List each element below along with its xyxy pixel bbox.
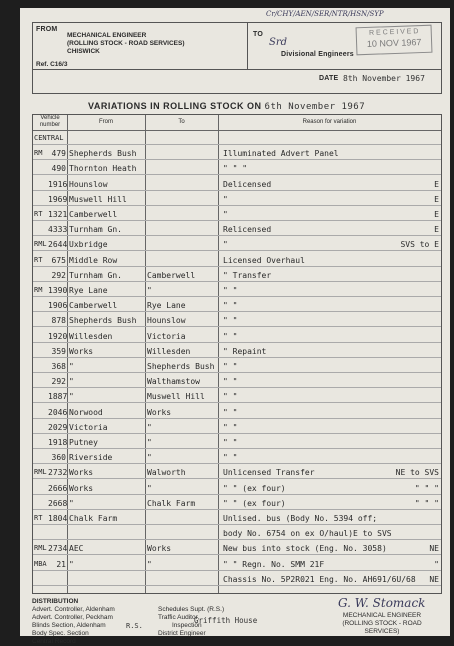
cell-reason: body No. 6754 on ex O/haul)E to SVS xyxy=(223,529,392,539)
cell-section: CENTRAL xyxy=(34,134,64,142)
ref-label: Ref. C16/3 xyxy=(36,61,68,68)
table-row xyxy=(33,223,441,236)
date-label: DATE xyxy=(319,75,339,82)
cell-reason: Delicensed xyxy=(223,179,272,189)
table-row xyxy=(33,375,441,388)
cell-from: Victoria xyxy=(69,422,108,432)
cell-pre: RM xyxy=(34,149,43,158)
to-label: TO xyxy=(253,31,263,38)
cell-num: 1918 xyxy=(48,438,68,447)
cell-from: Camberwell xyxy=(69,210,118,219)
cell-num: 4333 xyxy=(48,225,68,235)
document-title: VARIATIONS IN ROLLING STOCK ON 6th November 1967 xyxy=(88,101,366,112)
title-date: 6th November 1967 xyxy=(264,102,366,112)
cell-num: 368 xyxy=(51,362,66,371)
cell-num: 2666 xyxy=(48,483,68,493)
distribution-list: Advert. Controller, Aldenham Advert. Controller, Peckham Blinds Section, Aldenham Body Spec. Section Central Record xyxy=(32,606,115,645)
cell-pre: RT xyxy=(34,255,43,264)
handwritten-distribution: Cr/CHY/AEN/SER/NTR/HSN/SYP xyxy=(266,10,384,18)
cell-reason: " " " xyxy=(223,164,248,174)
cell-from: Shepherds Bush xyxy=(69,316,137,326)
cell-num: 479 xyxy=(51,149,66,159)
table-row xyxy=(33,269,441,282)
cell-num: 1390 xyxy=(48,286,68,295)
cell-from: Rye Lane xyxy=(69,286,108,295)
cell-pre: RML xyxy=(34,468,47,477)
table-row xyxy=(33,558,441,571)
variations-table xyxy=(32,114,442,594)
cell-reason: " " xyxy=(223,301,238,311)
handwritten-initials: Srd xyxy=(269,37,288,48)
cell-from: Camberwell xyxy=(69,301,118,311)
cell-to: Camberwell xyxy=(147,270,196,280)
cell-to: " xyxy=(147,483,152,493)
cell-reason: Relicensed xyxy=(223,225,272,235)
cell-reason: " Transfer xyxy=(223,270,272,280)
cell-reason: " " xyxy=(223,286,238,295)
cell-to: " xyxy=(147,559,152,569)
cell-to: " xyxy=(147,438,152,447)
cell-num: 2029 xyxy=(48,422,68,432)
cell-reason: " " xyxy=(223,316,238,326)
date-value: 8th November 1967 xyxy=(343,74,425,83)
table-row xyxy=(33,330,441,343)
cell-to: Walworth xyxy=(147,468,186,478)
distribution-list-mid: Schedules Supt. (R.S.) Traffic Auditor, Inspection District Engineer xyxy=(158,606,225,637)
table-row xyxy=(33,436,441,449)
cell-to: Willesden xyxy=(147,346,191,356)
received-stamp: R E C E I V E D 10 NOV 1967 xyxy=(356,25,433,56)
table-row xyxy=(33,527,441,540)
cell-from: Hounslow xyxy=(69,179,108,189)
table-row xyxy=(33,360,441,373)
cell-reason: Chassis No. 5P2R021 Eng. No. AH691/6U/68 xyxy=(223,574,416,584)
cell-right: NE xyxy=(429,574,439,584)
cell-num: 1804 xyxy=(48,514,68,523)
cell-from: Riverside xyxy=(69,453,113,463)
table-row xyxy=(33,512,441,525)
cell-right: SVS to E xyxy=(400,240,439,250)
cell-from: Thornton Heath xyxy=(69,164,137,174)
distribution-label: DISTRIBUTION xyxy=(32,598,79,605)
cell-to: Victoria xyxy=(147,331,186,341)
cell-right: E xyxy=(434,210,439,219)
cell-num: 1916 xyxy=(48,179,68,189)
cell-from: " xyxy=(69,362,74,371)
to-value: Divisional Engineers xyxy=(281,51,354,58)
cell-reason: " " xyxy=(223,453,238,463)
cell-num: 878 xyxy=(51,316,66,326)
cell-from: " xyxy=(69,498,74,508)
cell-from: Works xyxy=(69,346,94,356)
cell-to: " xyxy=(147,286,152,295)
table-row xyxy=(33,482,441,495)
cell-from: Turnham Gn. xyxy=(69,270,122,280)
table-row xyxy=(33,132,441,145)
cell-num: 292 xyxy=(51,270,66,280)
cell-num: 1887 xyxy=(48,392,68,402)
cell-pre: RM xyxy=(34,286,43,294)
col-to: To xyxy=(178,119,185,125)
cell-from: Shepherds Bush xyxy=(69,149,137,159)
table-row xyxy=(33,497,441,510)
cell-reason: " xyxy=(223,210,228,219)
table-row xyxy=(33,193,441,206)
cell-reason: " " (ex four) xyxy=(223,498,286,508)
cell-num: 1321 xyxy=(48,210,68,219)
cell-num: 2734 xyxy=(48,544,68,554)
footer xyxy=(32,596,452,645)
cell-from: Works xyxy=(69,468,94,478)
cell-reason: " " xyxy=(223,392,238,402)
cell-num: 2668 xyxy=(48,498,68,508)
table-row xyxy=(33,451,441,464)
cell-from: " xyxy=(69,377,74,387)
table-row xyxy=(33,406,441,419)
cell-num: 1906 xyxy=(48,301,68,311)
cell-right: E xyxy=(434,194,439,204)
cell-to: " xyxy=(147,453,152,463)
cell-num: 2046 xyxy=(48,407,68,417)
cell-pre: RT xyxy=(34,514,43,522)
cell-num: 2732 xyxy=(48,468,68,478)
cell-right: " xyxy=(434,559,439,569)
cell-right: E xyxy=(434,225,439,235)
cell-reason: " " xyxy=(223,438,238,447)
cell-reason: " " xyxy=(223,362,238,371)
cell-right: " " " xyxy=(414,498,439,508)
cell-num: 359 xyxy=(51,346,66,356)
cell-from: Muswell Hill xyxy=(69,194,127,204)
table-row xyxy=(33,345,441,358)
cell-to: Rye Lane xyxy=(147,301,186,311)
table-row xyxy=(33,208,441,221)
cell-num: 2644 xyxy=(48,240,68,250)
col-from: From xyxy=(99,119,113,125)
cell-num: 360 xyxy=(51,453,66,463)
cell-from: Middle Row xyxy=(69,255,118,265)
cell-right: NE xyxy=(429,544,439,554)
cell-reason: " xyxy=(223,194,228,204)
cell-num: 490 xyxy=(51,164,66,174)
cell-reason: Licensed Overhaul xyxy=(223,255,305,265)
table-row xyxy=(33,162,441,175)
cell-num: 1969 xyxy=(48,194,68,204)
cell-right: NE to SVS xyxy=(395,468,439,478)
griffith-house: Griffith House xyxy=(194,616,258,625)
cell-from: Chalk Farm xyxy=(69,514,118,523)
cell-reason: " " xyxy=(223,377,238,387)
cell-from: Uxbridge xyxy=(69,240,108,250)
from-label: FROM xyxy=(36,26,58,33)
cell-to: Muswell Hill xyxy=(147,392,205,402)
table-row xyxy=(33,254,441,267)
table-row xyxy=(33,573,441,586)
cell-to: Works xyxy=(147,544,172,554)
signature: G. W. Stomack xyxy=(338,596,426,610)
cell-to: Chalk Farm xyxy=(147,498,196,508)
cell-to: Walthamstow xyxy=(147,377,200,387)
cell-pre: RT xyxy=(34,210,43,218)
table-row xyxy=(33,542,441,555)
cell-from: " xyxy=(69,392,74,402)
cell-reason: " xyxy=(223,240,228,250)
table-row xyxy=(33,299,441,312)
table-row xyxy=(33,421,441,434)
cell-to: Works xyxy=(147,407,172,417)
cell-pre: MBA xyxy=(34,559,47,568)
cell-from: Norwood xyxy=(69,407,103,417)
cell-reason: " " (ex four) xyxy=(223,483,286,493)
table-row xyxy=(33,147,441,160)
cell-reason: " " xyxy=(223,331,238,341)
cell-num: 1920 xyxy=(48,331,68,341)
cell-reason: Unlicensed Transfer xyxy=(223,468,315,478)
cell-reason: New bus into stock (Eng. No. 3058) xyxy=(223,544,387,554)
signatory-title: MECHANICAL ENGINEER (ROLLING STOCK - ROAD SERVICES) xyxy=(342,612,422,635)
cell-reason: " " xyxy=(223,422,238,432)
cell-reason: " " Regn. No. SMM 21F xyxy=(223,559,325,569)
cell-from: Willesden xyxy=(69,331,113,341)
rs-note: R.S. xyxy=(126,622,143,630)
from-block: MECHANICAL ENGINEER (ROLLING STOCK - ROAD SERVICES) CHISWICK xyxy=(67,32,185,55)
table-row xyxy=(33,314,441,327)
cell-reason: " Repaint xyxy=(223,346,267,356)
cell-to: Shepherds Bush xyxy=(147,362,215,371)
cell-reason: Illuminated Advert Panel xyxy=(223,149,339,159)
cell-num: 675 xyxy=(51,255,66,265)
cell-from: Turnham Gn. xyxy=(69,225,122,235)
table-row xyxy=(33,466,441,479)
cell-reason: " " xyxy=(223,407,238,417)
cell-right: " " " xyxy=(414,483,439,493)
cell-right: E xyxy=(434,179,439,189)
variations-document xyxy=(20,8,450,645)
table-row xyxy=(33,284,441,297)
cell-to: " xyxy=(147,422,152,432)
col-reason: Reason for variation xyxy=(302,119,357,125)
table-row xyxy=(33,178,441,191)
cell-from: Works xyxy=(69,483,94,493)
cell-to: Hounslow xyxy=(147,316,186,326)
cell-from: Putney xyxy=(69,438,98,447)
cell-num: 292 xyxy=(51,377,66,387)
cell-pre: RML xyxy=(34,240,47,249)
cell-reason: Unlised. bus (Body No. 5394 off; xyxy=(223,514,378,523)
cell-from: " xyxy=(69,559,74,569)
table-row xyxy=(33,390,441,403)
col-vehicle: Vehicle number xyxy=(39,115,61,128)
table-row xyxy=(33,238,441,251)
cell-num: 21 xyxy=(56,559,66,569)
cell-from: AEC xyxy=(69,544,84,554)
cell-pre: RML xyxy=(34,544,47,553)
